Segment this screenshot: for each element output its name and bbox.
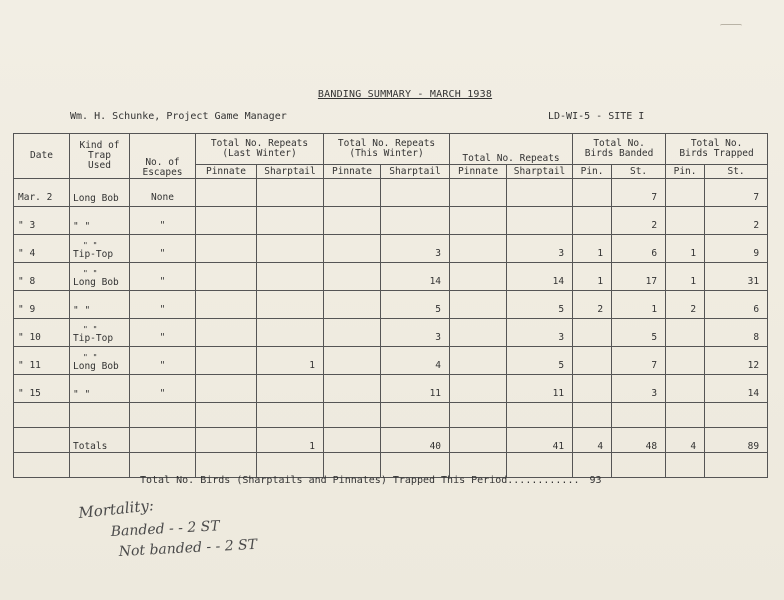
cell-trap-ditto: " " — [83, 325, 98, 334]
cell-trap-pin — [666, 347, 705, 375]
cell-trap-pin — [666, 207, 705, 235]
cell-tot-st — [507, 179, 573, 207]
summary-value: 93 — [589, 475, 602, 486]
cell-this-st: 4 — [381, 347, 450, 375]
cell-this-pin — [324, 263, 381, 291]
note-line-mortality: Mortality: — [77, 500, 155, 522]
cell-band-st: 5 — [612, 319, 666, 347]
note-line-not-banded: Not banded - - 2 ST — [118, 536, 258, 560]
sub-header-st: St. — [705, 165, 768, 179]
document-title: BANDING SUMMARY - MARCH 1938 — [317, 89, 493, 100]
cell-trap-pin: 1 — [666, 263, 705, 291]
cell-date: " 15 — [14, 375, 70, 403]
total-last-st: 1 — [257, 428, 324, 453]
total-all-st: 41 — [507, 428, 573, 453]
cell-this-st — [381, 207, 450, 235]
cell-last-pin — [196, 263, 257, 291]
blank-row — [14, 453, 768, 478]
cell-trap-st: 8 — [705, 319, 768, 347]
cell-this-pin — [324, 375, 381, 403]
cell-trap — [70, 375, 130, 403]
cell-trap — [70, 207, 130, 235]
cell-tot-pin — [450, 235, 507, 263]
cell-last-pin — [196, 235, 257, 263]
col-header-date: Date — [14, 134, 70, 179]
cell-last-pin — [196, 291, 257, 319]
cell-this-st: 14 — [381, 263, 450, 291]
cell-band-pin — [573, 319, 612, 347]
note-line-banded: Banded - - 2 ST — [110, 518, 221, 540]
cell-this-st: 3 — [381, 235, 450, 263]
cell-last-pin — [196, 207, 257, 235]
cell-trap-text: Long Bob — [73, 193, 119, 204]
col-header-trap: Kind of Trap Used — [70, 134, 130, 179]
cell-trap-st: 7 — [705, 179, 768, 207]
cell-band-st: 2 — [612, 207, 666, 235]
cell-trap-pin: 2 — [666, 291, 705, 319]
cell-trap-st: 14 — [705, 375, 768, 403]
cell-last-st — [257, 207, 324, 235]
cell-escapes: None — [130, 179, 196, 207]
cell-tot-pin — [450, 207, 507, 235]
cell-band-st: 17 — [612, 263, 666, 291]
cell-tot-st: 3 — [507, 235, 573, 263]
cell-last-pin — [196, 319, 257, 347]
cell-escapes: " — [130, 291, 196, 319]
sub-header-pinnate: Pinnate — [450, 165, 507, 179]
cell-tot-st: 11 — [507, 375, 573, 403]
cell-last-st — [257, 291, 324, 319]
cell-date: " 10 — [14, 319, 70, 347]
total-trapped-pin: 4 — [666, 428, 705, 453]
cell-date: " 3 — [14, 207, 70, 235]
cell-tot-pin — [450, 291, 507, 319]
cell-trap-text: Long Bob — [73, 361, 119, 372]
total-banded-pin: 4 — [573, 428, 612, 453]
cell-tot-st: 5 — [507, 291, 573, 319]
cell-date: " 11 — [14, 347, 70, 375]
cell-tot-pin — [450, 319, 507, 347]
cell-date: Mar. 2 — [14, 179, 70, 207]
site-id: LD-WI-5 - SITE I — [548, 111, 645, 122]
cell-last-st — [257, 375, 324, 403]
col-header-escapes: No. of Escapes — [130, 134, 196, 179]
cell-band-pin: 2 — [573, 291, 612, 319]
table-row — [14, 347, 768, 375]
cell-this-pin — [324, 235, 381, 263]
cell-trap — [70, 319, 130, 347]
cell-tot-st: 3 — [507, 319, 573, 347]
cell-this-st: 11 — [381, 375, 450, 403]
cell-last-st — [257, 319, 324, 347]
header-row-main — [14, 134, 768, 165]
cell-trap — [70, 179, 130, 207]
cell-band-pin: 1 — [573, 235, 612, 263]
cell-last-pin — [196, 179, 257, 207]
total-banded-st: 48 — [612, 428, 666, 453]
cell-band-st: 7 — [612, 347, 666, 375]
totals-row — [14, 428, 768, 453]
cell-tot-pin — [450, 347, 507, 375]
cell-trap-st: 6 — [705, 291, 768, 319]
cell-trap-pin — [666, 179, 705, 207]
cell-trap — [70, 235, 130, 263]
cell-trap-ditto: " " — [83, 241, 98, 250]
cell-trap-text: " " — [73, 221, 91, 232]
cell-last-pin — [196, 347, 257, 375]
cell-escapes: " — [130, 347, 196, 375]
cell-escapes: " — [130, 375, 196, 403]
cell-last-st: 1 — [257, 347, 324, 375]
sub-header-pin: Pin. — [666, 165, 705, 179]
cell-tot-pin — [450, 375, 507, 403]
cell-escapes: " — [130, 263, 196, 291]
cell-trap — [70, 263, 130, 291]
cell-trap-st: 12 — [705, 347, 768, 375]
cell-this-pin — [324, 319, 381, 347]
col-header-repeats-total: Total No. Repeats — [450, 134, 573, 165]
cell-trap-text: Tip-Top — [73, 333, 114, 344]
sub-header-pin: Pin. — [573, 165, 612, 179]
cell-trap-text: Tip-Top — [73, 249, 114, 260]
cell-trap — [70, 347, 130, 375]
cell-trap-st: 31 — [705, 263, 768, 291]
cell-escapes: " — [130, 207, 196, 235]
summary-label: Total No. Birds (Sharptails and Pinnates) Trapped This Period............ — [140, 475, 580, 486]
cell-trap-pin — [666, 319, 705, 347]
total-this-st: 40 — [381, 428, 450, 453]
table-row — [14, 319, 768, 347]
cell-band-pin — [573, 375, 612, 403]
table-row — [14, 375, 768, 403]
cell-trap-st: 2 — [705, 207, 768, 235]
cell-tot-pin — [450, 263, 507, 291]
cell-escapes: " — [130, 235, 196, 263]
cell-date: " 8 — [14, 263, 70, 291]
totals-label: Totals — [70, 428, 130, 453]
blank-row — [14, 403, 768, 428]
cell-tot-st: 14 — [507, 263, 573, 291]
sub-header-pinnate: Pinnate — [324, 165, 381, 179]
cell-this-pin — [324, 179, 381, 207]
cell-last-st — [257, 235, 324, 263]
cell-trap-st: 9 — [705, 235, 768, 263]
sub-header-sharptail: Sharptail — [507, 165, 573, 179]
cell-band-st: 6 — [612, 235, 666, 263]
cell-trap — [70, 291, 130, 319]
cell-trap-pin: 1 — [666, 235, 705, 263]
sub-header-sharptail: Sharptail — [381, 165, 450, 179]
table-row — [14, 207, 768, 235]
staple-mark — [720, 24, 742, 29]
banding-table — [13, 133, 768, 478]
cell-band-pin: 1 — [573, 263, 612, 291]
table-body — [14, 179, 768, 403]
cell-band-st: 1 — [612, 291, 666, 319]
cell-band-pin — [573, 179, 612, 207]
cell-tot-st: 5 — [507, 347, 573, 375]
table-row — [14, 291, 768, 319]
cell-this-pin — [324, 347, 381, 375]
cell-trap-ditto: " " — [83, 269, 98, 278]
cell-date: " 4 — [14, 235, 70, 263]
cell-last-st — [257, 179, 324, 207]
cell-last-st — [257, 263, 324, 291]
cell-trap-text: " " — [73, 305, 91, 316]
cell-escapes: " — [130, 319, 196, 347]
cell-trap-pin — [666, 375, 705, 403]
sub-header-sharptail: Sharptail — [257, 165, 324, 179]
cell-trap-ditto: " " — [83, 353, 98, 362]
col-header-repeats-this: Total No. Repeats (This Winter) — [324, 134, 450, 165]
manager-line: Wm. H. Schunke, Project Game Manager — [70, 111, 287, 122]
table-row — [14, 263, 768, 291]
summary-line — [140, 475, 602, 486]
cell-tot-pin — [450, 179, 507, 207]
cell-this-st — [381, 179, 450, 207]
cell-tot-st — [507, 207, 573, 235]
table-footer — [14, 403, 768, 478]
handwritten-note — [75, 500, 315, 570]
cell-trap-text: Long Bob — [73, 277, 119, 288]
cell-this-pin — [324, 291, 381, 319]
cell-band-st: 3 — [612, 375, 666, 403]
col-header-banded: Total No. Birds Banded — [573, 134, 666, 165]
cell-band-pin — [573, 207, 612, 235]
col-header-repeats-last: Total No. Repeats (Last Winter) — [196, 134, 324, 165]
col-header-trapped: Total No. Birds Trapped — [666, 134, 768, 165]
cell-this-st: 5 — [381, 291, 450, 319]
cell-date: " 9 — [14, 291, 70, 319]
cell-last-pin — [196, 375, 257, 403]
sub-header-pinnate: Pinnate — [196, 165, 257, 179]
table-row — [14, 179, 768, 207]
sub-header-st: St. — [612, 165, 666, 179]
cell-this-st: 3 — [381, 319, 450, 347]
table-row — [14, 235, 768, 263]
cell-band-pin — [573, 347, 612, 375]
cell-this-pin — [324, 207, 381, 235]
cell-band-st: 7 — [612, 179, 666, 207]
total-trapped-st: 89 — [705, 428, 768, 453]
cell-trap-text: " " — [73, 389, 91, 400]
